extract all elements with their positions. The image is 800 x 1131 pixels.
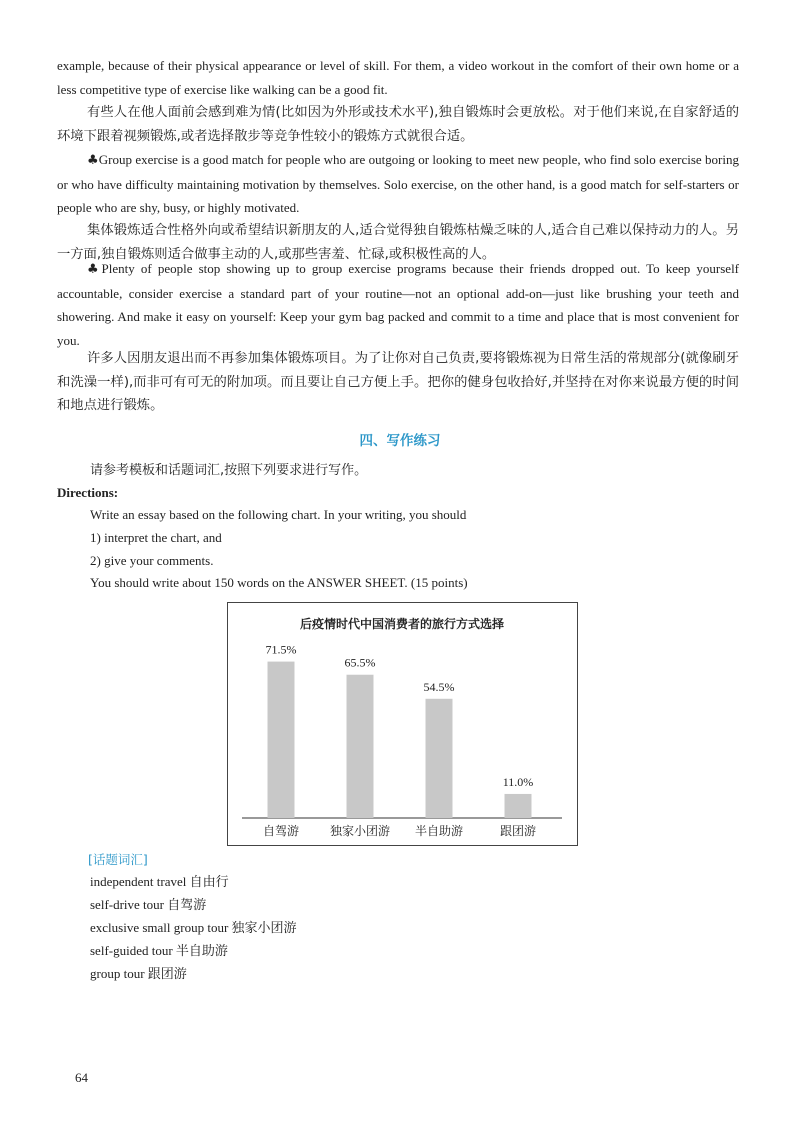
paragraph-1-chinese: 有些人在他人面前会感到难为情(比如因为外形或技术水平),独自锻炼时会更放松。对于他们来说,在自家舒适的环境下跟着视频锻炼,或者选择散步等竞争性较小的锻炼方式就很合适。 (57, 105, 739, 144)
bar-3 (426, 699, 453, 818)
chart-svg (228, 603, 577, 845)
paragraph-2-english-text: Group exercise is a good match for people who are outgoing or looking to meet new people, who find solo exercise boring or who have difficulty maintaining motivation by themselves. Solo exercise, on the other hand, is a good match for self-starters or people who are shy, busy, or highly motivated. (57, 152, 739, 215)
bar-1 (268, 662, 295, 818)
vocab-chinese: 独家小团游 (231, 921, 297, 936)
vocab-chinese: 自由行 (189, 875, 229, 890)
vocab-chinese: 跟团游 (147, 967, 187, 982)
bar-value-label-3: 54.5% (423, 679, 455, 694)
paragraph-2-english (57, 148, 739, 220)
vocab-english: independent travel (90, 874, 190, 889)
writing-instruction: 请参考模板和话题词汇,按照下列要求进行写作。 (90, 463, 368, 478)
bar-value-label-2: 65.5% (344, 655, 376, 670)
page-number: 64 (75, 1070, 88, 1085)
club-icon: ♣ (87, 262, 102, 277)
vocab-english: group tour (90, 966, 148, 981)
club-icon: ♣ (87, 153, 99, 168)
bar-2 (347, 675, 374, 818)
category-label-2: 独家小团游 (329, 824, 391, 838)
bar-chart (227, 602, 578, 846)
bar-value-label-4: 11.0% (502, 774, 534, 789)
directions-label: Directions: (57, 485, 119, 500)
direction-line-2: 1) interpret the chart, and (90, 530, 222, 545)
paragraph-3-chinese: 许多人因朋友退出而不再参加集体锻炼项目。为了让你对自己负责,要将锻炼视为日常生活的常规部分(就像刷牙和洗澡一样),而非可有可无的附加项。而且要让自己方便上手。把你的健身包收拾好,并坚持在对你来说最方便的时间和地点进行锻炼。 (57, 351, 739, 413)
vocab-chinese: 自驾游 (167, 898, 207, 913)
vocab-item (90, 940, 228, 959)
vocab-english: self-drive tour (90, 897, 168, 912)
direction-line-3: 2) give your comments. (90, 553, 214, 568)
vocab-chinese: 半自助游 (175, 944, 228, 959)
direction-line-1: Write an essay based on the following chart. In your writing, you should (90, 507, 467, 522)
paragraph-3-english-text: Plenty of people stop showing up to group exercise programs because their friends dropped out. To keep yourself accountable, consider exercise a standard part of your routine—not an optional add-on—just like brushing your teeth and showering. And make it easy on yourself: Keep your gym bag packed and commit to a time and place that is most convenient for you. (57, 261, 740, 348)
paragraph-3-english (57, 257, 739, 352)
vocab-heading: [话题词汇] (88, 852, 148, 867)
chart-title: 后疫情时代中国消费者的旅行方式选择 (299, 617, 505, 631)
section-title: 四、写作练习 (359, 433, 441, 449)
vocab-item (90, 917, 297, 936)
category-label-3: 半自助游 (414, 824, 464, 838)
paragraph-1-english: example, because of their physical appearance or level of skill. For them, a video workout in the comfort of their own home or a less competitive type of exercise like walking can be a good fit. (57, 58, 739, 97)
paragraph-2-chinese: 集体锻炼适合性格外向或希望结识新朋友的人,适合觉得独自锻炼枯燥乏味的人,适合自己难以保持动力的人。另一方面,独自锻炼则适合做事主动的人,或那些害羞、忙碌,或积极性高的人。 (57, 223, 739, 262)
vocab-english: self-guided tour (90, 943, 176, 958)
vocab-item (90, 963, 187, 982)
direction-line-4: You should write about 150 words on the ANSWER SHEET. (15 points) (90, 575, 468, 590)
vocab-item (90, 871, 229, 890)
vocab-item (90, 894, 206, 913)
bar-value-label-1: 71.5% (265, 642, 297, 657)
category-label-1: 自驾游 (262, 824, 300, 838)
vocab-english: exclusive small group tour (90, 920, 232, 935)
bar-4 (505, 794, 532, 818)
category-label-4: 跟团游 (499, 824, 537, 838)
